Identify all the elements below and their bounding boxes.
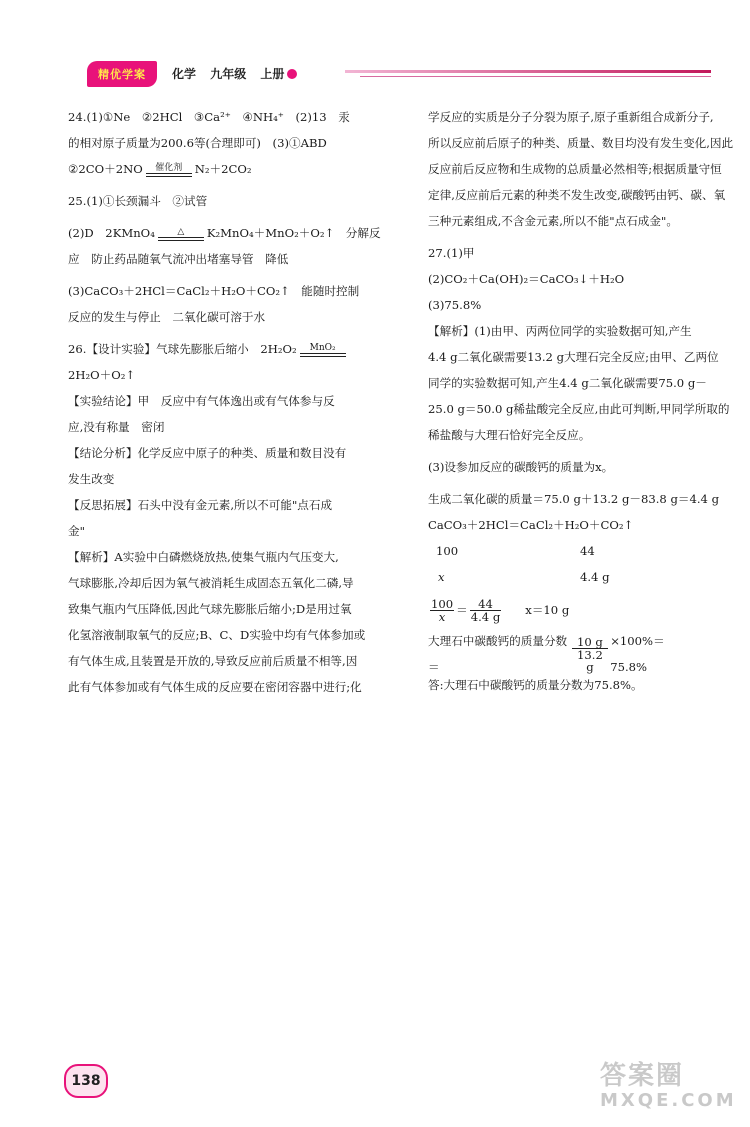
numerator: 10 g bbox=[572, 636, 609, 649]
answer-line: 定律,反应前后元素的种类不发生改变,碳酸钙由钙、碳、氧 bbox=[428, 188, 726, 202]
page-number: 138 bbox=[64, 1064, 108, 1098]
answer-line: 【结论分析】化学反应中原子的种类、质量和数目没有 bbox=[68, 446, 347, 460]
right-column bbox=[428, 104, 734, 698]
equation-reactants: 26.【设计实验】气球先膨胀后缩小 2H₂O₂ bbox=[68, 342, 297, 356]
ratio-line bbox=[428, 590, 696, 630]
watermark-text: 答案圈 bbox=[600, 1061, 685, 1091]
answer-line: (2)CO₂＋Ca(OH)₂＝CaCO₃↓＋H₂O bbox=[428, 272, 625, 286]
final-answer: 答:大理石中碳酸钙的质量分数为75.8%。 bbox=[428, 678, 643, 692]
equation-line bbox=[68, 336, 380, 362]
reaction-condition bbox=[158, 227, 204, 241]
equation-reactants: ②2CO＋2NO bbox=[68, 162, 143, 176]
answer-line: 化氢溶液制取氧气的反应;B、C、D实验中均有气体参加或 bbox=[68, 628, 366, 642]
answer-line: 2H₂O＋O₂↑ bbox=[68, 368, 136, 382]
answer-line: 致集气瓶内气压降低,因此气球先膨胀后缩小;D是用过氧 bbox=[68, 602, 352, 616]
answer-line: 稀盐酸与大理石恰好完全反应。 bbox=[428, 428, 591, 442]
condition-text: MnO₂ bbox=[309, 343, 336, 353]
calc-value: 44 bbox=[580, 544, 595, 558]
denominator: 13.2 g bbox=[577, 647, 603, 674]
reaction-condition bbox=[146, 163, 192, 177]
mass-fraction-result: ×100%＝75.8% bbox=[610, 634, 665, 674]
answer-line: 三种元素组成,不含金元素,所以不能"点石成金"。 bbox=[428, 214, 678, 228]
answer-line: 【反思拓展】石头中没有金元素,所以不可能"点石成 bbox=[68, 498, 333, 512]
equals-bar bbox=[158, 237, 204, 241]
watermark-domain: MXQE.COM bbox=[600, 1090, 737, 1111]
condition-text: 催化剂 bbox=[155, 163, 183, 173]
calc-row bbox=[428, 538, 696, 564]
fraction bbox=[470, 598, 502, 623]
book-title bbox=[172, 65, 294, 82]
denominator: x bbox=[438, 609, 446, 624]
equals-bar bbox=[146, 173, 192, 177]
mass-fraction-label: 大理石中碳酸钙的质量分数＝ bbox=[428, 634, 568, 674]
left-column bbox=[68, 104, 380, 700]
answer-line: 27.(1)甲 bbox=[428, 246, 475, 260]
subject-label: 化学 bbox=[172, 67, 197, 81]
condition-text: △ bbox=[177, 227, 185, 237]
answer-line: 25.(1)①长颈漏斗 ②试管 bbox=[68, 194, 208, 208]
answer-line: 25.0 g＝50.0 g稀盐酸完全反应,由此可判断,甲同学所取的 bbox=[428, 402, 730, 416]
equals-sign: ＝ bbox=[456, 603, 468, 617]
fraction bbox=[430, 598, 454, 623]
answer-line: 24.(1)①Ne ②2HCl ③Ca²⁺ ④NH₄⁺ (2)13 汞 bbox=[68, 110, 350, 124]
volume-label: 上册 bbox=[260, 67, 285, 81]
answer-line: 生成二氧化碳的质量＝75.0 g＋13.2 g－83.8 g＝4.4 g bbox=[428, 492, 720, 506]
answer-line: 此有气体参加或有气体生成的反应要在密闭容器中进行;化 bbox=[68, 680, 362, 694]
equation-line bbox=[68, 156, 380, 182]
answer-line: 的相对原子质量为200.6等(合理即可) (3)①ABD bbox=[68, 136, 327, 150]
answer-line: 应 防止药品随氧气流冲出堵塞导管 降低 bbox=[68, 252, 289, 266]
answer-line: (3)75.8% bbox=[428, 298, 482, 312]
answer-line: 发生改变 bbox=[68, 472, 115, 486]
mass-fraction-line bbox=[428, 636, 696, 672]
answer-line: 【实验结论】甲 反应中有气体逸出或有气体参与反 bbox=[68, 394, 335, 408]
answer-line: 反应的发生与停止 二氧化碳可溶于水 bbox=[68, 310, 266, 324]
equation-products: N₂＋2CO₂ bbox=[194, 162, 252, 176]
answer-line: 【解析】A实验中白磷燃烧放热,使集气瓶内气压变大, bbox=[68, 550, 339, 564]
denominator: 4.4 g bbox=[470, 609, 501, 624]
answer-line: 气球膨胀,冷却后因为氧气被消耗生成固态五氧化二磷,导 bbox=[68, 576, 354, 590]
header-rule bbox=[345, 70, 711, 73]
answer-line: 金" bbox=[68, 524, 85, 538]
answer-line: 反应前后反应物和生成物的总质量必然相等;根据质量守恒 bbox=[428, 162, 722, 176]
reaction-condition bbox=[300, 343, 346, 357]
result-text: x＝10 g bbox=[525, 603, 570, 617]
numerator: 100 bbox=[431, 596, 454, 611]
calc-row bbox=[428, 564, 696, 590]
equals-bar bbox=[300, 353, 346, 357]
page-header bbox=[0, 0, 750, 100]
answer-line: 所以反应前后原子的种类、质量、数目均没有发生变化,因此 bbox=[428, 136, 734, 150]
header-rule-thin bbox=[360, 76, 711, 77]
fraction bbox=[572, 636, 609, 673]
answer-line: (3)CaCO₃＋2HCl＝CaCl₂＋H₂O＋CO₂↑ 能随时控制 bbox=[68, 284, 360, 298]
calc-value: x bbox=[438, 570, 445, 584]
calc-value: 4.4 g bbox=[580, 570, 610, 584]
answer-line: 学反应的实质是分子分裂为原子,原子重新组合成新分子, bbox=[428, 110, 714, 124]
series-badge: 精优学案 bbox=[87, 61, 157, 87]
header-dot-icon bbox=[287, 69, 297, 79]
answer-line: 【解析】(1)由甲、丙两位同学的实验数据可知,产生 bbox=[428, 324, 692, 338]
calc-value: 100 bbox=[436, 544, 459, 558]
equation-reactants: (2)D 2KMnO₄ bbox=[68, 226, 155, 240]
numerator: 44 bbox=[470, 598, 502, 611]
equation-products: K₂MnO₄＋MnO₂＋O₂↑ 分解反 bbox=[206, 226, 381, 240]
answer-line: (3)设参加反应的碳酸钙的质量为x。 bbox=[428, 460, 614, 474]
answer-line: 4.4 g二氧化碳需要13.2 g大理石完全反应;由甲、乙两位 bbox=[428, 350, 719, 364]
watermark bbox=[600, 1055, 737, 1111]
equation-line bbox=[68, 220, 380, 246]
answer-line: 同学的实验数据可知,产生4.4 g二氧化碳需要75.0 g－ bbox=[428, 376, 707, 390]
equation-line: CaCO₃＋2HCl＝CaCl₂＋H₂O＋CO₂↑ bbox=[428, 518, 634, 532]
answer-line: 有气体生成,且装置是开放的,导致反应前后质量不相等,因 bbox=[68, 654, 358, 668]
answer-line: 应,没有称量 密闭 bbox=[68, 420, 165, 434]
grade-label: 九年级 bbox=[210, 67, 247, 81]
